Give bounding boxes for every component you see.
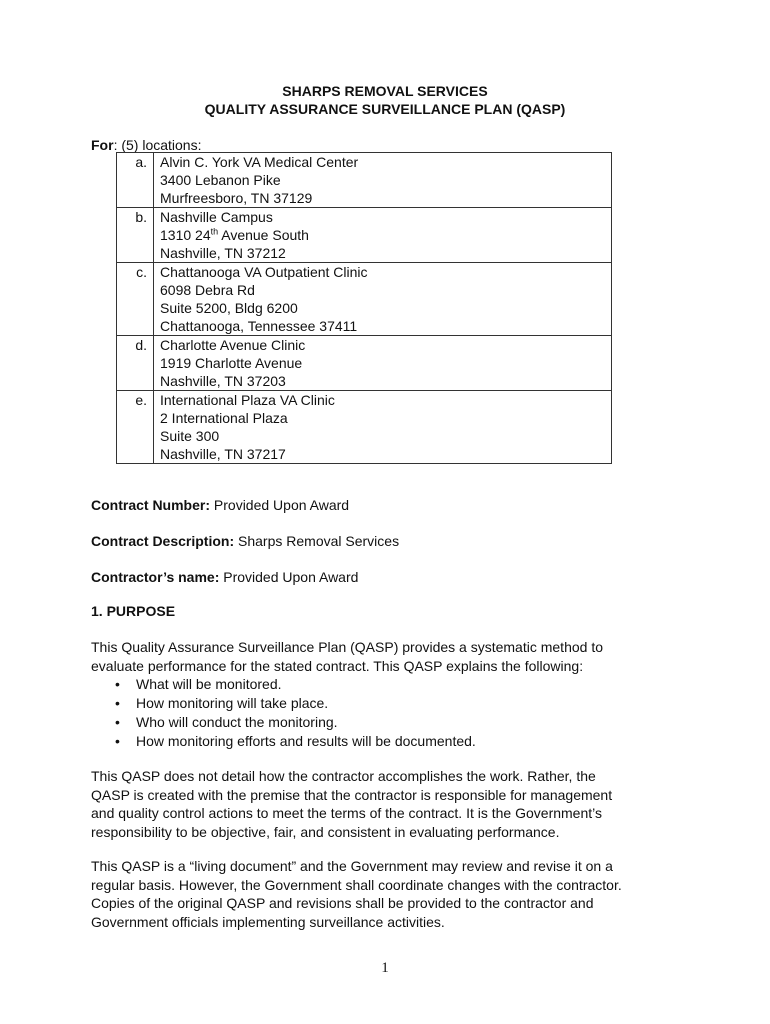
- paragraph-line: Copies of the original QASP and revisions shall be provided to the contractor and: [91, 895, 594, 911]
- location-address: [154, 208, 612, 263]
- paragraph-line: This QASP is a “living document” and the Government may review and revise it on a: [91, 858, 613, 874]
- contract-number-field: [91, 496, 349, 514]
- location-letter: d.: [117, 336, 154, 391]
- street-number: 1310 24: [160, 227, 211, 243]
- contract-description-field: [91, 532, 399, 550]
- paragraph-line: evaluate performance for the stated contract. This QASP explains the following:: [91, 657, 584, 674]
- paragraph-line: Government officials implementing surveillance activities.: [91, 913, 445, 930]
- location-row: [117, 263, 612, 336]
- purpose-paragraph-3: [91, 857, 691, 931]
- bullet-text: How monitoring will take place.: [136, 695, 329, 711]
- contractor-name-label: Contractor’s name:: [91, 569, 220, 585]
- address-line: Chattanooga VA Outpatient Clinic: [160, 264, 368, 280]
- location-address: [154, 391, 612, 464]
- bullet-icon: •: [115, 714, 120, 730]
- contractor-name-field: [91, 568, 358, 586]
- contract-description-label: Contract Description:: [91, 533, 235, 549]
- bullet-item: [91, 713, 476, 732]
- address-line: 3400 Lebanon Pike: [160, 172, 281, 188]
- bullet-icon: •: [115, 695, 120, 711]
- purpose-paragraph-1: [91, 638, 691, 675]
- location-letter: b.: [117, 208, 154, 263]
- address-line: International Plaza VA Clinic: [160, 392, 335, 408]
- bullet-item: [91, 675, 476, 694]
- contract-number-label: Contract Number:: [91, 497, 211, 513]
- bullet-icon: •: [115, 676, 120, 692]
- ordinal-suffix: th: [210, 226, 219, 237]
- location-row: [117, 336, 612, 391]
- paragraph-line: This Quality Assurance Surveillance Plan (QASP) provides a systematic method to: [91, 639, 603, 655]
- purpose-paragraph-2: [91, 767, 691, 841]
- bullet-text: How monitoring efforts and results will be documented.: [136, 733, 476, 749]
- location-letter: a.: [117, 153, 154, 208]
- address-line: [160, 226, 611, 244]
- location-address: [154, 153, 612, 208]
- purpose-heading: 1. PURPOSE: [91, 603, 176, 619]
- location-row: [117, 153, 612, 208]
- page-number: 1: [381, 960, 389, 976]
- location-letter: e.: [117, 391, 154, 464]
- contract-number-value: Provided Upon Award: [210, 497, 350, 513]
- address-line: 6098 Debra Rd: [160, 282, 255, 298]
- address-line: Nashville, TN 37203: [160, 373, 286, 389]
- address-line: 2 International Plaza: [160, 410, 288, 426]
- bullet-item: [91, 694, 476, 713]
- street-name: Avenue South: [218, 227, 309, 243]
- address-line: Murfreesboro, TN 37129: [160, 190, 313, 206]
- contractor-name-value: Provided Upon Award: [219, 569, 359, 585]
- document-title-line1: SHARPS REMOVAL SERVICES: [282, 83, 488, 99]
- location-row: [117, 208, 612, 263]
- location-row: [117, 391, 612, 464]
- for-text: : (5) locations:: [113, 137, 202, 153]
- paragraph-line: and quality control actions to meet the terms of the contract. It is the Government’s: [91, 805, 602, 821]
- bullet-item: [91, 732, 476, 751]
- address-line: Suite 300: [160, 428, 220, 444]
- locations-table: [116, 152, 612, 464]
- address-line: Nashville, TN 37217: [160, 446, 286, 462]
- document-title-line2: QUALITY ASSURANCE SURVEILLANCE PLAN (QASP): [204, 101, 566, 117]
- for-label: For: [91, 137, 114, 153]
- paragraph-line: responsibility to be objective, fair, and consistent in evaluating performance.: [91, 823, 560, 840]
- address-line: Suite 5200, Bldg 6200: [160, 300, 298, 316]
- bullet-text: What will be monitored.: [136, 676, 282, 692]
- bullet-icon: •: [115, 733, 120, 749]
- address-line: Nashville, TN 37212: [160, 245, 286, 261]
- location-letter: c.: [117, 263, 154, 336]
- address-line: Chattanooga, Tennessee 37411: [160, 318, 358, 334]
- purpose-bullet-list: [91, 675, 476, 751]
- location-address: [154, 336, 612, 391]
- paragraph-line: This QASP does not detail how the contractor accomplishes the work. Rather, the: [91, 768, 596, 784]
- contract-description-value: Sharps Removal Services: [234, 533, 400, 549]
- address-line: Charlotte Avenue Clinic: [160, 337, 306, 353]
- bullet-text: Who will conduct the monitoring.: [136, 714, 338, 730]
- paragraph-line: regular basis. However, the Government shall coordinate changes with the contractor.: [91, 876, 622, 893]
- address-line: Nashville Campus: [160, 209, 273, 225]
- location-address: [154, 263, 612, 336]
- address-line: Alvin C. York VA Medical Center: [160, 154, 359, 170]
- address-line: 1919 Charlotte Avenue: [160, 355, 303, 371]
- paragraph-line: QASP is created with the premise that the contractor is responsible for management: [91, 786, 613, 803]
